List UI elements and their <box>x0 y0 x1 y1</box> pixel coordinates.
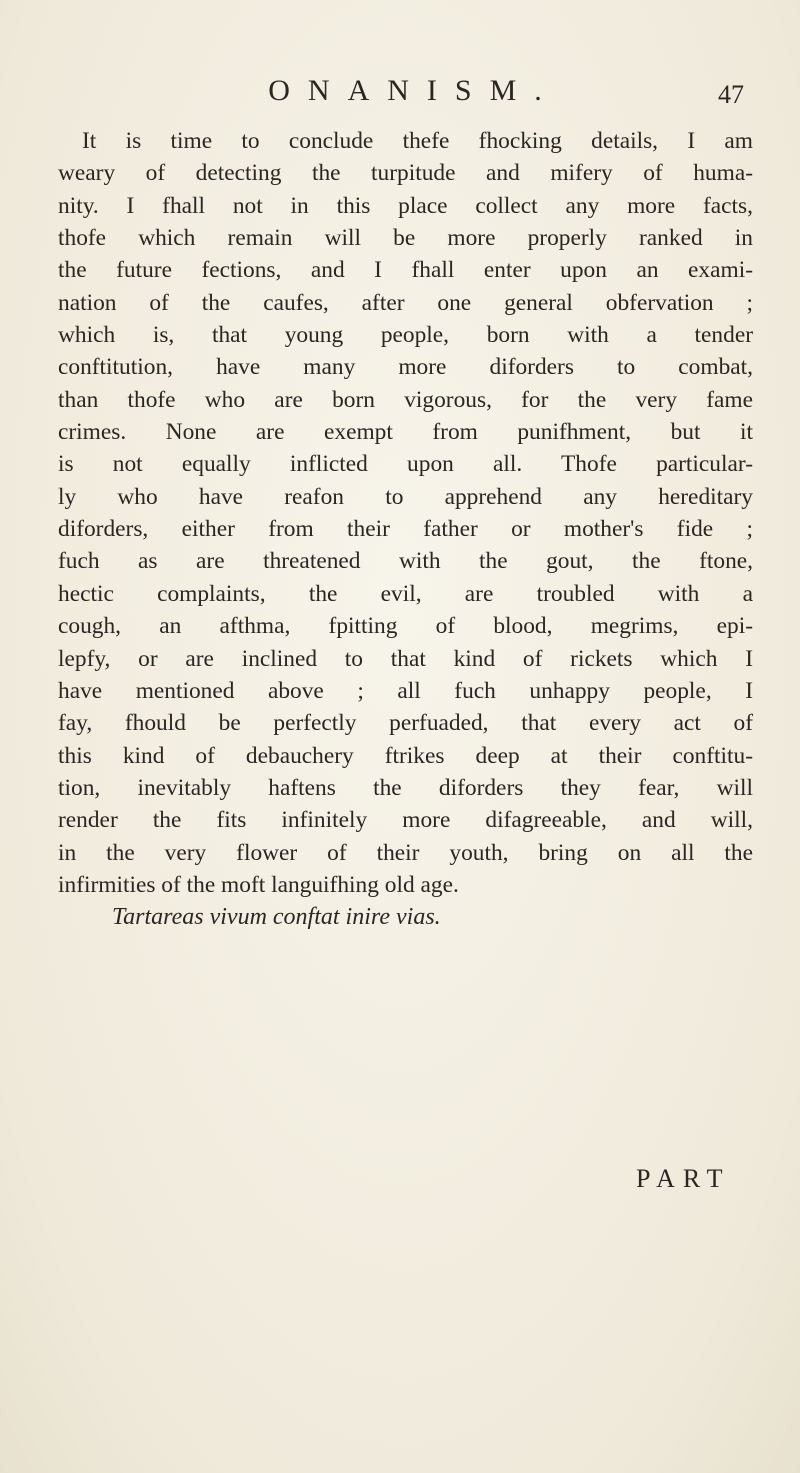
text-line: cough, an afthma, fpitting of blood, megrims, epi- <box>58 613 753 640</box>
text-line: fay, fhould be perfectly perfuaded, that every act of <box>58 710 753 737</box>
text-line: conftitution, have many more diforders to combat, <box>58 354 753 381</box>
body-text <box>58 125 753 901</box>
text-line: nity. I fhall not in this place collect any more facts, <box>58 192 753 219</box>
text-line: which is, that young people, born with a tender <box>58 322 753 349</box>
catchword: PART <box>636 1164 731 1193</box>
text-line: the future fections, and I fhall enter upon an exami- <box>58 257 753 284</box>
text-line: render the fits infinitely more difagreeable, and will, <box>58 807 753 834</box>
text-line: thofe which remain will be more properly ranked in <box>58 225 753 252</box>
text-line: infirmities of the moft languifhing old age. <box>58 871 459 898</box>
latin-motto: Tartareas vivum conftat inire vias. <box>112 904 441 930</box>
text-line: lepfy, or are inclined to that kind of rickets which I <box>58 645 753 672</box>
text-line: weary of detecting the turpitude and mifery of huma- <box>58 160 753 187</box>
text-line: in the very flower of their youth, bring on all the <box>58 839 753 866</box>
text-line: ly who have reafon to apprehend any hereditary <box>58 483 753 510</box>
text-line: have mentioned above ; all fuch unhappy people, I <box>58 677 753 704</box>
running-head <box>0 74 800 114</box>
running-title: ONANISM. <box>268 74 560 107</box>
text-line: is not equally inflicted upon all. Thofe particular- <box>58 451 753 478</box>
text-line: fuch as are threatened with the gout, the ftone, <box>58 548 753 575</box>
text-line: crimes. None are exempt from punifhment, but it <box>58 419 753 446</box>
text-line: It is time to conclude thefe fhocking details, I am <box>82 128 753 154</box>
text-line: than thofe who are born vigorous, for the very fame <box>58 386 753 413</box>
page-number: 47 <box>718 80 744 109</box>
text-line: diforders, either from their father or mother's fide ; <box>58 516 753 543</box>
text-line: hectic complaints, the evil, are troubled with a <box>58 580 753 607</box>
text-line: tion, inevitably haftens the diforders they fear, will <box>58 774 753 801</box>
text-line: nation of the caufes, after one general obfervation ; <box>58 289 753 316</box>
text-line: this kind of debauchery ftrikes deep at their conftitu- <box>58 742 753 769</box>
